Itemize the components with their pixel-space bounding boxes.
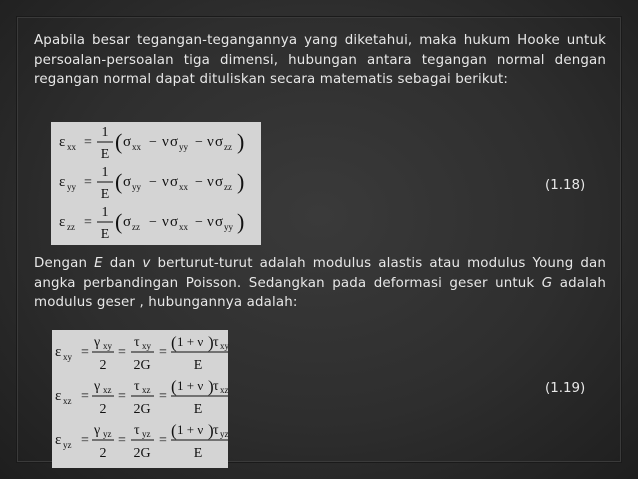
paragraph-shear-part1: Dengan [34,256,95,271]
nu-symbol: ν [162,134,169,150]
minus-sign: − [149,135,157,150]
sigma-symbol: σ [123,214,132,230]
fraction-denominator: E [100,187,110,202]
fraction-denominator: 2G [133,446,151,461]
epsilon-subscript: yy [67,182,76,192]
epsilon-symbol: ε [59,134,66,150]
equals-sign: = [84,135,92,150]
epsilon-symbol: ε [59,174,66,190]
one-plus-nu: 1 + ν [177,378,204,393]
gamma-subscript: xy [103,341,112,351]
fraction-denominator: 2G [133,402,151,417]
nu-symbol: ν [207,134,214,150]
minus-sign: − [149,175,157,190]
equals-sign: = [118,433,126,448]
equals-sign: = [118,389,126,404]
equals-sign: = [81,345,89,360]
epsilon-symbol: ε [55,388,62,404]
tau-subscript: xz [220,385,229,395]
paren-open: ( [171,333,177,352]
fraction-denominator: 2 [99,358,107,373]
minus-sign: − [195,135,203,150]
fraction-numerator: 1 [101,125,109,140]
equation-number-1-18: (1.18) [545,178,586,193]
paren-close: ) [208,421,214,440]
equation-box-shear [52,330,228,468]
fraction-denominator: 2G [133,358,151,373]
fraction-denominator: E [193,358,203,373]
one-plus-nu: 1 + ν [177,422,204,437]
paren-open: ( [171,421,177,440]
sigma-subscript: zz [132,222,140,232]
paragraph-intro: Apabila besar tegangan-tegangannya yang diketahui, maka hukum Hooke untuk persoalan-persoalan tiga dimensi, hubungan antara tegangan normal dengan regangan normal dapat dituliskan secara matematis sebagai berikut: [34,33,606,88]
minus-sign: − [195,175,203,190]
tau-symbol: τ [213,379,219,394]
nu-symbol: ν [162,214,169,230]
epsilon-subscript: xx [67,142,76,152]
sigma-symbol: σ [215,174,224,190]
sigma-symbol: σ [170,214,179,230]
equals-sign: = [81,389,89,404]
sigma-symbol: σ [123,134,132,150]
paragraph-shear [34,254,606,313]
equation-number-1-19: (1.19) [545,381,586,396]
fraction-denominator: 2 [99,402,107,417]
fraction-denominator: E [100,147,110,162]
minus-sign: − [149,215,157,230]
paren-open: ( [115,209,123,234]
tau-subscript: xz [142,385,151,395]
fraction-denominator: E [100,227,110,242]
fraction-denominator: E [193,402,203,417]
gamma-subscript: yz [103,429,112,439]
epsilon-symbol: ε [55,432,62,448]
sigma-subscript: xx [179,182,188,192]
epsilon-subscript: xz [63,396,72,406]
fraction-denominator: E [193,446,203,461]
variable-G: G [541,275,553,291]
epsilon-subscript: xy [63,352,72,362]
equals-sign: = [81,433,89,448]
gamma-subscript: xz [103,385,112,395]
sigma-subscript: zz [224,182,232,192]
minus-sign: − [195,215,203,230]
gamma-symbol: γ [94,335,101,350]
epsilon-symbol: ε [55,344,62,360]
equals-sign: = [159,345,167,360]
paren-open: ( [171,377,177,396]
paren-close: ) [208,377,214,396]
paren-open: ( [115,169,123,194]
sigma-subscript: yy [224,222,233,232]
sigma-symbol: σ [170,174,179,190]
gamma-symbol: γ [94,423,101,438]
paren-close: ) [237,209,245,234]
paragraph-shear-part4: adalah modulus geser , hubungannya adalah: [34,275,606,311]
tau-subscript: yz [142,429,151,439]
tau-symbol: τ [213,335,219,350]
epsilon-subscript: yz [63,440,72,450]
equation-box-hooke-normal [51,122,261,245]
fraction-numerator: 1 [101,165,109,180]
equation-shear [52,330,228,468]
sigma-subscript: zz [224,142,232,152]
sigma-subscript: xx [179,222,188,232]
tau-symbol: τ [134,379,140,394]
fraction-numerator: 1 [101,205,109,220]
one-plus-nu: 1 + ν [177,334,204,349]
paren-close: ) [237,169,245,194]
tau-subscript: yz [220,429,229,439]
sigma-symbol: σ [215,134,224,150]
tau-symbol: τ [134,335,140,350]
sigma-subscript: xx [132,142,141,152]
nu-symbol: ν [207,174,214,190]
sigma-symbol: σ [170,134,179,150]
paren-close: ) [237,129,245,154]
equals-sign: = [159,433,167,448]
equals-sign: = [159,389,167,404]
paragraph-shear-part2: dan [102,256,143,271]
tau-subscript: xy [142,341,151,351]
epsilon-subscript: zz [67,222,75,232]
equals-sign: = [118,345,126,360]
gamma-symbol: γ [94,379,101,394]
sigma-symbol: σ [215,214,224,230]
paren-close: ) [208,333,214,352]
sigma-subscript: yy [132,182,141,192]
equals-sign: = [84,175,92,190]
tau-subscript: xy [220,341,229,351]
paragraph-shear-part3: berturut-turut adalah modulus alastis atau modulus Young dan angka perbandingan Poisson. Sedangkan pada deformasi geser untuk [34,256,606,291]
sigma-subscript: yy [179,142,188,152]
equals-sign: = [84,215,92,230]
paren-open: ( [115,129,123,154]
sigma-symbol: σ [123,174,132,190]
variable-v: v [142,256,151,271]
tau-symbol: τ [213,423,219,438]
nu-symbol: ν [162,174,169,190]
equation-hooke-normal [51,122,261,245]
tau-symbol: τ [134,423,140,438]
epsilon-symbol: ε [59,214,66,230]
variable-E: E [94,256,103,271]
fraction-denominator: 2 [99,446,107,461]
nu-symbol: ν [207,214,214,230]
